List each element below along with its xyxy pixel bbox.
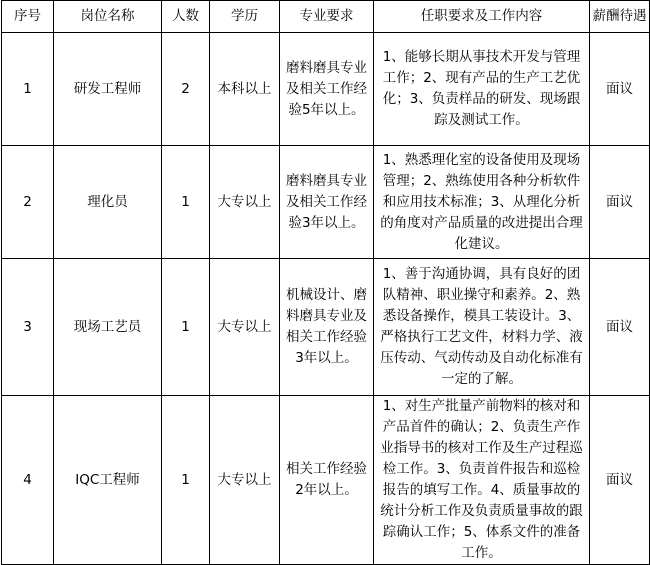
header-education: 学历 [210,1,280,33]
row-major: 磨料磨具专业及相关工作经验3年以上。 [280,146,374,259]
row-title: 研发工程师 [54,33,162,146]
row-duties: 1、能够长期从事技术开发与管理工作；2、现有产品的生产工艺优化；3、负责样品的研发、现场跟踪及测试工作。 [374,33,590,146]
row-salary: 面议 [590,396,650,565]
row-education: 大专以上 [210,396,280,565]
row-count: 1 [162,396,210,565]
table-row [2,33,650,146]
recruitment-table [1,0,650,565]
header-row [2,1,650,33]
header-title: 岗位名称 [54,1,162,33]
row-title: 现场工艺员 [54,259,162,396]
row-major: 磨料磨具专业及相关工作经验5年以上。 [280,33,374,146]
row-count: 1 [162,146,210,259]
row-no: 3 [2,259,54,396]
header-count: 人数 [162,1,210,33]
row-count: 2 [162,33,210,146]
row-education: 本科以上 [210,33,280,146]
table-row [2,396,650,565]
header-major: 专业要求 [280,1,374,33]
row-major: 相关工作经验2年以上。 [280,396,374,565]
row-salary: 面议 [590,259,650,396]
table-row [2,146,650,259]
table-row [2,259,650,396]
row-duties: 1、善于沟通协调，具有良好的团队精神、职业操守和素养。2、熟悉设备操作，模具工装设计。3、严格执行工艺文件，材料力学、液压传动、气动传动及自动化标准有一定的了解。 [374,259,590,396]
header-duties: 任职要求及工作内容 [374,1,590,33]
row-education: 大专以上 [210,259,280,396]
row-duties: 1、对生产批量产前物料的核对和产品首件的确认；2、负责生产作业指导书的核对工作及生产过程巡检工作。3、负责首件报告和巡检报告的填写工作。4、质量事故的统计分析工作及负责质量事故的跟踪确认工作；5、体系文件的准备工作。 [374,396,590,565]
row-no: 2 [2,146,54,259]
row-title: 理化员 [54,146,162,259]
row-major: 机械设计、磨料磨具专业及相关工作经验3年以上。 [280,259,374,396]
row-salary: 面议 [590,33,650,146]
row-no: 4 [2,396,54,565]
header-no: 序号 [2,1,54,33]
row-title: IQC工程师 [54,396,162,565]
row-duties: 1、熟悉理化室的设备使用及现场管理；2、熟练使用各种分析软件和应用技术标准；3、从理化分析的角度对产品质量的改进提出合理化建议。 [374,146,590,259]
row-no: 1 [2,33,54,146]
row-count: 1 [162,259,210,396]
row-education: 大专以上 [210,146,280,259]
header-salary: 薪酬待遇 [590,1,650,33]
row-salary: 面议 [590,146,650,259]
